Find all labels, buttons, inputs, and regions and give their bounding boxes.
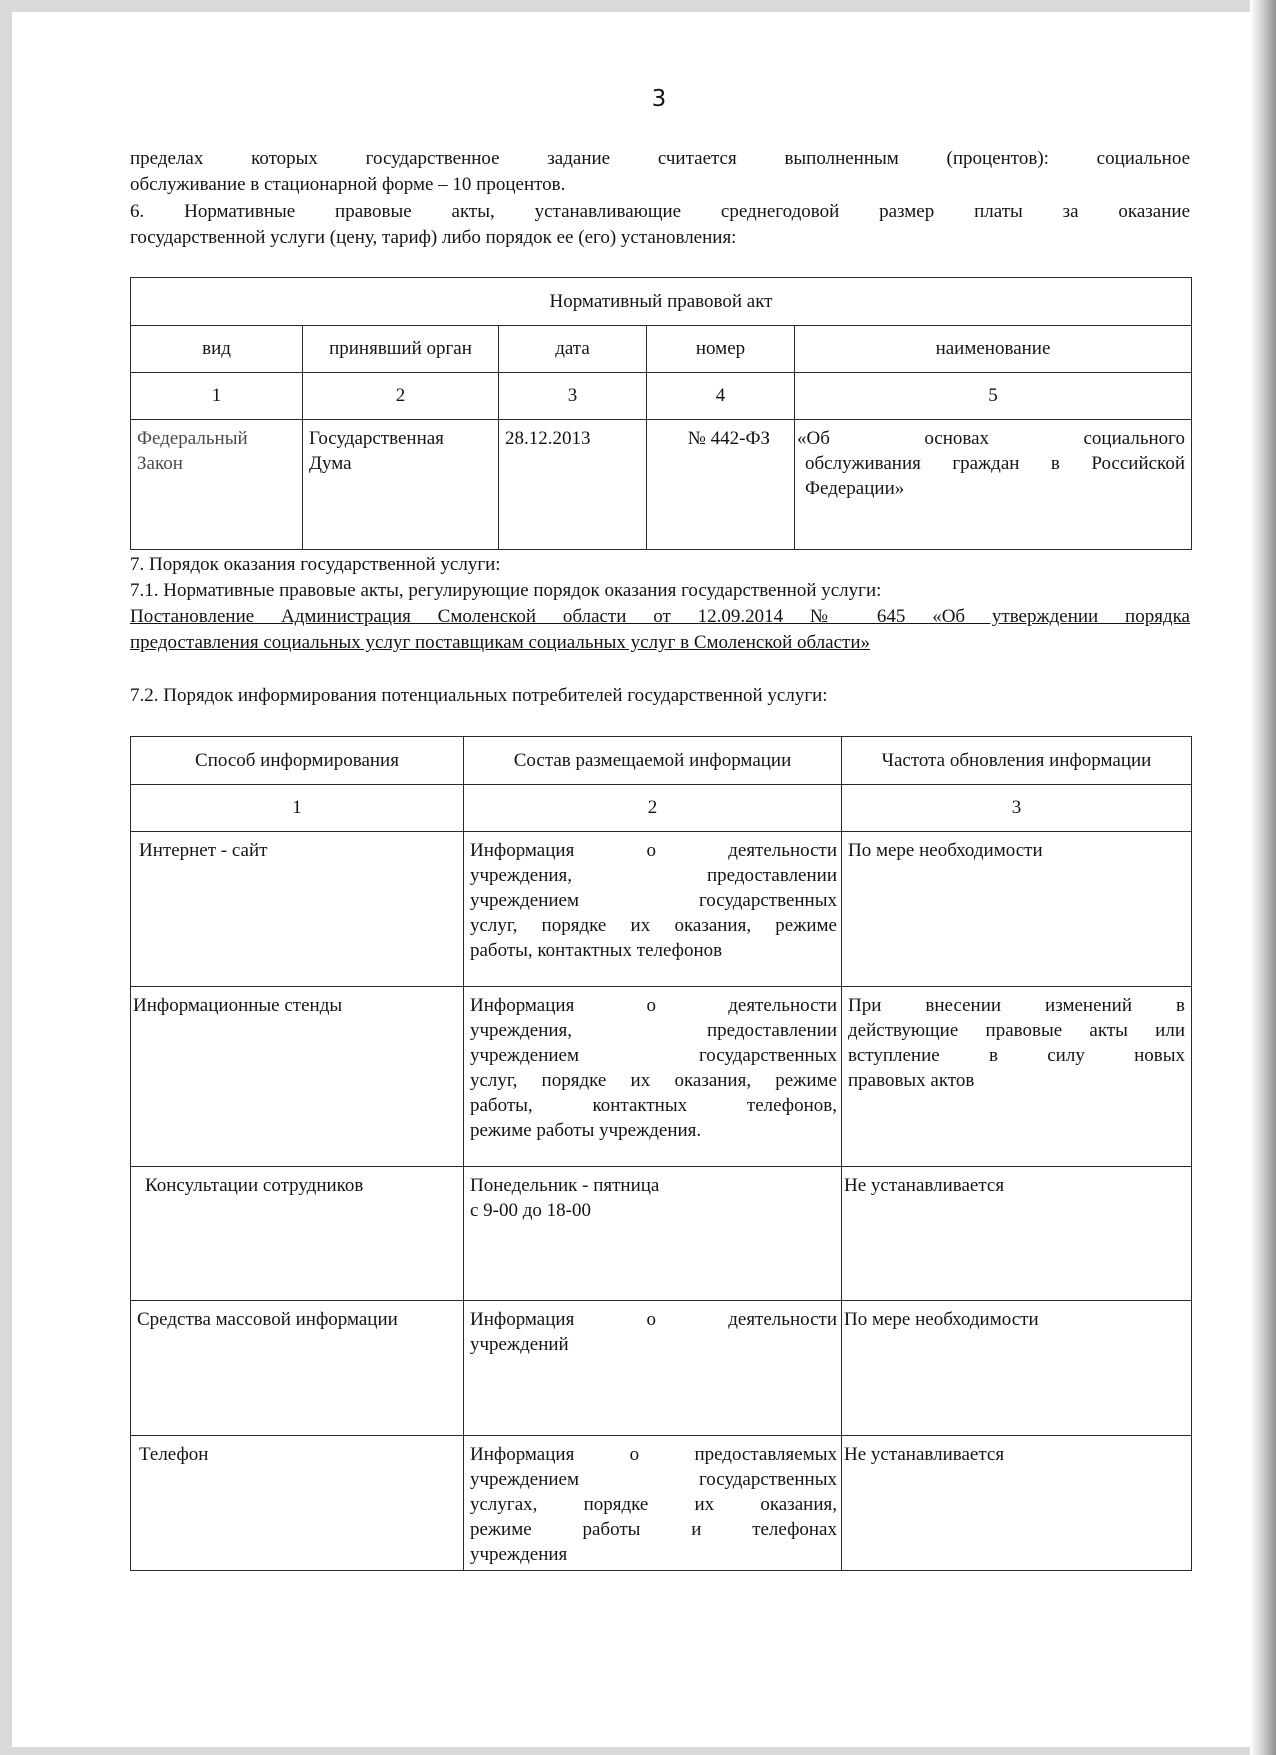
acts-row-body	[303, 420, 499, 550]
content-line: режиме работы и телефонах	[470, 1519, 837, 1540]
content-line: работы, контактных телефонов,	[470, 1095, 837, 1116]
acts-header-number: номер	[647, 326, 795, 373]
frequency-line: По мере необходимости	[844, 1309, 1039, 1330]
content-line: режиме работы учреждения.	[470, 1120, 702, 1141]
method-label: Телефон	[139, 1444, 209, 1465]
info-colnum-2: 2	[464, 785, 842, 832]
info-row-3-frequency	[842, 1167, 1192, 1301]
info-row-3-method	[131, 1167, 464, 1301]
method-label: Консультации сотрудников	[145, 1175, 364, 1196]
table-row	[131, 1167, 1192, 1301]
section-7-title: 7. Порядок оказания государственной услуги:	[130, 554, 501, 575]
frequency-line: правовых актов	[848, 1070, 975, 1091]
frequency-line: При внесении изменений в	[848, 995, 1185, 1016]
acts-colnum-1: 1	[131, 373, 303, 420]
content-line: Информация о деятельности	[470, 995, 837, 1016]
content-line: услугах, порядке их оказания,	[470, 1494, 837, 1515]
info-colnum-1: 1	[131, 785, 464, 832]
method-label: Средства массовой информации	[137, 1309, 398, 1330]
info-row-3-content	[464, 1167, 842, 1301]
intro-line-2: обслуживание в стационарной форме – 10 процентов.	[130, 174, 566, 195]
info-colnum-3: 3	[842, 785, 1192, 832]
scan-edge-shadow	[1250, 0, 1276, 1755]
method-label: Интернет - сайт	[139, 840, 268, 861]
normative-acts-table	[130, 277, 1192, 550]
regulation-link-line-1[interactable]: Постановление Администрация Смоленской области от 12.09.2014 № 645 «Об утверждении порядка	[130, 606, 1190, 627]
acts-body-line-2: Дума	[309, 453, 352, 474]
table-row	[131, 832, 1192, 987]
acts-number: № 442-ФЗ	[687, 428, 770, 449]
acts-colnum-5: 5	[795, 373, 1192, 420]
acts-row-kind	[131, 420, 303, 550]
content-line: учреждения, предоставлении	[470, 865, 837, 886]
info-header-frequency: Частота обновления информации	[842, 737, 1192, 785]
content-line: учреждением государственных	[470, 1469, 837, 1490]
info-row-2-method	[131, 987, 464, 1167]
frequency-line: По мере необходимости	[848, 840, 1043, 861]
content-line: учреждения, предоставлении	[470, 1020, 837, 1041]
acts-header-date: дата	[499, 326, 647, 373]
info-row-1-content	[464, 832, 842, 987]
info-row-5-frequency	[842, 1436, 1192, 1571]
table-row	[131, 1436, 1192, 1571]
info-row-4-method	[131, 1301, 464, 1436]
acts-colnum-3: 3	[499, 373, 647, 420]
info-header-content: Состав размещаемой информации	[464, 737, 842, 785]
page-number: 3	[651, 86, 667, 112]
content-line: Информация о деятельности	[470, 840, 837, 861]
acts-header-body: принявший орган	[303, 326, 499, 373]
frequency-line: вступление в силу новых	[848, 1045, 1185, 1066]
acts-header-kind: вид	[131, 326, 303, 373]
acts-colnum-4: 4	[647, 373, 795, 420]
acts-name-line-3: Федерации»	[805, 478, 905, 499]
regulation-link-line-2[interactable]: предоставления социальных услуг поставщикам социальных услуг в Смоленской области»	[130, 632, 871, 653]
acts-kind-line-1: Федеральный	[137, 428, 248, 449]
acts-row-name	[795, 420, 1192, 550]
content-line: Понедельник - пятница	[470, 1175, 660, 1196]
content-line: с 9-00 до 18-00	[470, 1200, 592, 1221]
acts-name-line-2: обслуживания граждан в Российской	[805, 453, 1185, 474]
info-row-4-frequency	[842, 1301, 1192, 1436]
content-line: учреждений	[470, 1334, 569, 1355]
content-line: Информация о предоставляемых	[470, 1444, 837, 1465]
info-row-5-content	[464, 1436, 842, 1571]
content-line: учреждением государственных	[470, 1045, 837, 1066]
intro-line-1: пределах которых государственное задание считается выполненным (процентов): социальное	[130, 148, 1190, 169]
acts-row-date	[499, 420, 647, 550]
acts-table-caption: Нормативный правовой акт	[131, 278, 1192, 326]
info-header-method: Способ информирования	[131, 737, 464, 785]
frequency-line: Не устанавливается	[844, 1444, 1005, 1465]
acts-colnum-2: 2	[303, 373, 499, 420]
frequency-line: Не устанавливается	[844, 1175, 1005, 1196]
info-row-1-method	[131, 832, 464, 987]
section-7-2-title: 7.2. Порядок информирования потенциальных потребителей государственной услуги:	[130, 685, 828, 706]
acts-date: 28.12.2013	[505, 428, 591, 449]
info-row-2-content	[464, 987, 842, 1167]
acts-kind-line-2: Закон	[137, 453, 183, 474]
content-line: услуг, порядке их оказания, режиме	[470, 1070, 837, 1091]
content-line: учреждения	[470, 1544, 568, 1565]
section-7-1-title: 7.1. Нормативные правовые акты, регулирующие порядок оказания государственной услуги:	[130, 580, 882, 601]
acts-header-name: наименование	[795, 326, 1192, 373]
info-row-5-method	[131, 1436, 464, 1571]
frequency-line: действующие правовые акты или	[848, 1020, 1185, 1041]
intro-line-4: государственной услуги (цену, тариф) либо порядок ее (его) установления:	[130, 227, 737, 248]
acts-body-line-1: Государственная	[309, 428, 444, 449]
intro-line-3: 6. Нормативные правовые акты, устанавливающие среднегодовой размер платы за оказание	[130, 201, 1190, 222]
content-line: учреждением государственных	[470, 890, 837, 911]
info-row-1-frequency	[842, 832, 1192, 987]
method-label: Информационные стенды	[133, 995, 343, 1016]
content-line: Информация о деятельности	[470, 1309, 837, 1330]
info-row-2-frequency	[842, 987, 1192, 1167]
content-line: услуг, порядке их оказания, режиме	[470, 915, 837, 936]
table-row	[131, 1301, 1192, 1436]
acts-name-line-1: «Об основах социального	[797, 428, 1185, 449]
content-line: работы, контактных телефонов	[470, 940, 723, 961]
table-row	[131, 987, 1192, 1167]
informing-table	[130, 736, 1192, 1571]
acts-row-number	[647, 420, 795, 550]
info-row-4-content	[464, 1301, 842, 1436]
